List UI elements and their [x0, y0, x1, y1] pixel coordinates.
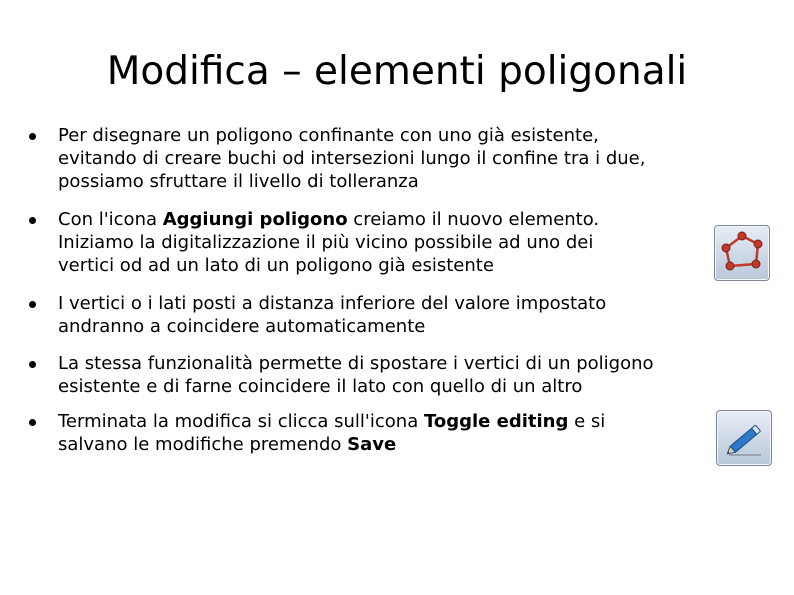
add-polygon-icon	[714, 225, 770, 281]
bullet-dot	[29, 419, 36, 426]
bold-term-save: Save	[347, 434, 397, 455]
bullet-item	[58, 352, 718, 398]
bullet-text-line: possiamo sfruttare il livello di tolleranza	[58, 171, 419, 192]
bullet-text-line	[58, 433, 718, 456]
bullet-dot	[29, 301, 36, 308]
bullet-item	[58, 410, 718, 456]
bullet-dot	[29, 217, 36, 224]
polygon-icon-graphic	[715, 226, 769, 280]
bullet-item	[58, 208, 718, 277]
bullet-text-line: La stessa funzionalità permette di spostare i vertici di un poligono	[58, 353, 654, 374]
bullet-text-line	[58, 410, 718, 433]
bullet-text-line: andranno a coincidere automaticamente	[58, 316, 426, 337]
bullet-text: Terminata la modifica si clicca sull'icona	[58, 411, 424, 432]
pencil-icon-graphic	[717, 411, 771, 465]
bullet-dot	[29, 133, 36, 140]
bullet-text-line: esistente e di farne coincidere il lato con quello di un altro	[58, 376, 583, 397]
bullet-item	[58, 292, 718, 338]
bullet-text-line: evitando di creare buchi od intersezioni lungo il confine tra i due,	[58, 148, 646, 169]
bullet-text-line: Iniziamo la digitalizzazione il più vicino possibile ad uno dei	[58, 232, 594, 253]
bullet-item	[58, 124, 718, 193]
bullet-text-line: Per disegnare un poligono confinante con uno già esistente,	[58, 125, 599, 146]
bullet-text-line	[58, 208, 718, 231]
bold-term-toggle-editing: Toggle editing	[423, 411, 569, 432]
bullet-text: Con l'icona	[58, 209, 163, 230]
bullet-text-line: vertici od ad un lato di un poligono già esistente	[58, 255, 494, 276]
bullet-text: salvano le modifiche premendo	[58, 434, 348, 455]
slide-title: Modifica – elementi poligonali	[106, 49, 688, 94]
bold-term-aggiungi-poligono: Aggiungi poligono	[162, 209, 348, 230]
toggle-editing-pencil-icon	[716, 410, 772, 466]
bullet-text: e si	[568, 411, 606, 432]
bullet-dot	[29, 361, 36, 368]
bullet-text: creiamo il nuovo elemento.	[347, 209, 600, 230]
bullet-text-line: I vertici o i lati posti a distanza inferiore del valore impostato	[58, 293, 607, 314]
